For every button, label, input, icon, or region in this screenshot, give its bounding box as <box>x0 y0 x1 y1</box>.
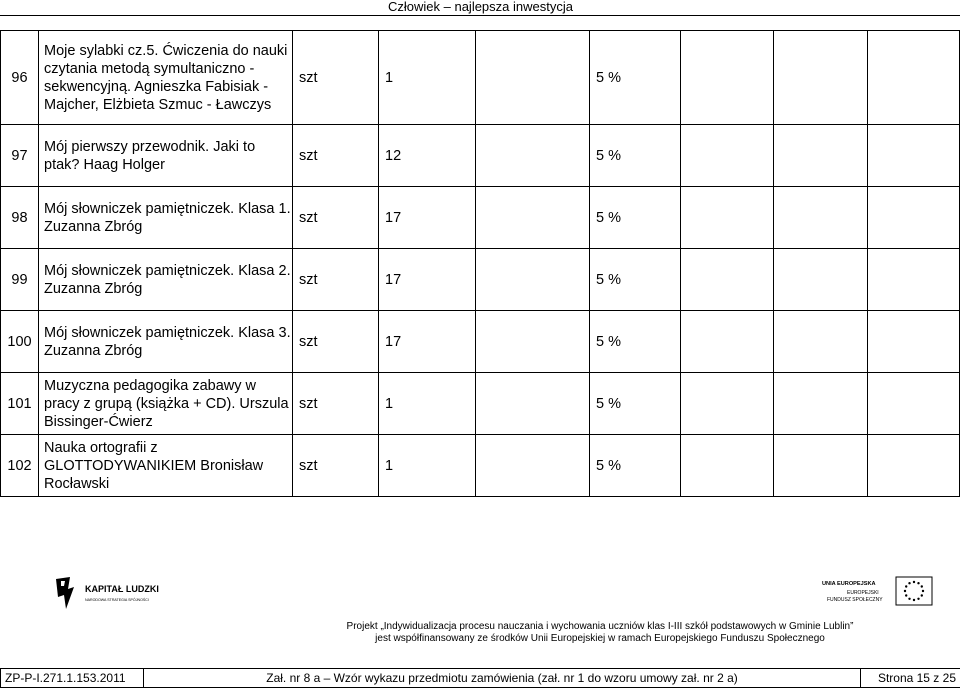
table-row <box>1 249 960 311</box>
row-vat-value <box>774 125 868 187</box>
row-vat-value <box>774 311 868 373</box>
row-unit: szt <box>293 125 379 187</box>
row-unit-price <box>476 125 590 187</box>
row-vat-value <box>774 187 868 249</box>
row-net-value <box>681 187 774 249</box>
eu-efs-logo <box>822 576 934 608</box>
table-row <box>1 311 960 373</box>
row-net-value <box>681 249 774 311</box>
eu-line-3: FUNDUSZ SPOŁECZNY <box>827 597 883 603</box>
row-quantity: 1 <box>379 373 476 435</box>
row-vat-rate: 5 % <box>590 373 681 435</box>
row-number: 96 <box>1 31 39 125</box>
row-quantity: 1 <box>379 435 476 497</box>
row-number: 101 <box>1 373 39 435</box>
eu-star <box>913 599 915 601</box>
eu-star <box>908 598 910 600</box>
eu-line-1: UNIA EUROPEJSKA <box>822 581 876 587</box>
row-title: Mój pierwszy przewodnik. Jaki to ptak? Haag Holger <box>39 125 293 187</box>
row-gross-value <box>868 125 960 187</box>
table-row <box>1 435 960 497</box>
row-unit: szt <box>293 31 379 125</box>
row-quantity: 17 <box>379 249 476 311</box>
row-unit-price <box>476 311 590 373</box>
row-vat-rate: 5 % <box>590 31 681 125</box>
row-net-value <box>681 373 774 435</box>
row-gross-value <box>868 187 960 249</box>
header-title: Człowiek – najlepsza inwestycja <box>388 0 573 14</box>
row-unit-price <box>476 435 590 497</box>
eu-star <box>908 582 910 584</box>
row-unit-price <box>476 187 590 249</box>
kapital-ludzki-sub: NARODOWA STRATEGIA SPÓJNOŚCI <box>85 598 149 602</box>
footer-attachment: Zał. nr 8 a – Wzór wykazu przedmiotu zamówienia (zał. nr 1 do wzoru umowy zał. nr 2 a) <box>144 669 861 688</box>
table-row <box>1 125 960 187</box>
row-title: Nauka ortografii z GLOTTODYWANIKIEM Bronisław Rocławski <box>39 435 293 497</box>
row-vat-value <box>774 373 868 435</box>
row-unit-price <box>476 373 590 435</box>
row-quantity: 1 <box>379 31 476 125</box>
row-vat-value <box>774 249 868 311</box>
row-number: 99 <box>1 249 39 311</box>
row-title: Moje sylabki cz.5. Ćwiczenia do nauki czytania metodą symultaniczno - sekwencyjną. Agnieszka Fabisiak - Majcher, Elżbieta Szmuc - Ławczys <box>39 31 293 125</box>
footer-page: Strona 15 z 25 <box>861 669 960 688</box>
row-unit: szt <box>293 435 379 497</box>
items-table <box>0 30 960 497</box>
row-title: Mój słowniczek pamiętniczek. Klasa 3. Zuzanna Zbróg <box>39 311 293 373</box>
row-title: Mój słowniczek pamiętniczek. Klasa 1. Zuzanna Zbróg <box>39 187 293 249</box>
row-vat-rate: 5 % <box>590 249 681 311</box>
eu-star <box>905 594 907 596</box>
footer-ref: ZP-P-I.271.1.153.2011 <box>1 669 144 688</box>
row-net-value <box>681 31 774 125</box>
row-vat-value <box>774 435 868 497</box>
row-vat-value <box>774 31 868 125</box>
kapital-ludzki-text: KAPITAŁ LUDZKI <box>85 584 159 594</box>
eu-star <box>922 590 924 592</box>
eu-line-2: EUROPEJSKI <box>847 590 879 596</box>
eu-star <box>905 585 907 587</box>
row-vat-rate: 5 % <box>590 435 681 497</box>
row-quantity: 12 <box>379 125 476 187</box>
row-title: Mój słowniczek pamiętniczek. Klasa 2. Zuzanna Zbróg <box>39 249 293 311</box>
row-gross-value <box>868 31 960 125</box>
eu-star <box>921 594 923 596</box>
row-number: 100 <box>1 311 39 373</box>
row-unit: szt <box>293 249 379 311</box>
row-unit-price <box>476 249 590 311</box>
row-quantity: 17 <box>379 187 476 249</box>
project-note-line-2: jest współfinansowany ze środków Unii Europejskiej w ramach Europejskiego Funduszu Społecznego <box>375 633 825 644</box>
project-note-line-1: Projekt „Indywidualizacja procesu nauczania i wychowania uczniów klas I-III szkół podstawowych w Gminie Lublin” <box>346 621 854 632</box>
row-number: 102 <box>1 435 39 497</box>
row-vat-rate: 5 % <box>590 125 681 187</box>
row-unit: szt <box>293 373 379 435</box>
row-number: 98 <box>1 187 39 249</box>
table-row <box>1 31 960 125</box>
row-net-value <box>681 435 774 497</box>
row-gross-value <box>868 249 960 311</box>
eu-star <box>913 581 915 583</box>
row-gross-value <box>868 373 960 435</box>
row-unit: szt <box>293 187 379 249</box>
row-unit: szt <box>293 311 379 373</box>
footer-table <box>0 668 960 688</box>
row-net-value <box>681 125 774 187</box>
eu-star <box>917 582 919 584</box>
table-row <box>1 187 960 249</box>
row-unit-price <box>476 31 590 125</box>
row-net-value <box>681 311 774 373</box>
row-gross-value <box>868 311 960 373</box>
eu-star <box>904 590 906 592</box>
row-quantity: 17 <box>379 311 476 373</box>
eu-star <box>921 585 923 587</box>
eu-star <box>917 598 919 600</box>
table-row <box>1 373 960 435</box>
row-gross-value <box>868 435 960 497</box>
row-vat-rate: 5 % <box>590 187 681 249</box>
row-title: Muzyczna pedagogika zabawy w pracy z grupą (książka + CD). Urszula Bissinger-Ćwierz <box>39 373 293 435</box>
row-vat-rate: 5 % <box>590 311 681 373</box>
row-number: 97 <box>1 125 39 187</box>
kapital-ludzki-logo <box>52 575 172 611</box>
header-rule <box>0 15 960 16</box>
